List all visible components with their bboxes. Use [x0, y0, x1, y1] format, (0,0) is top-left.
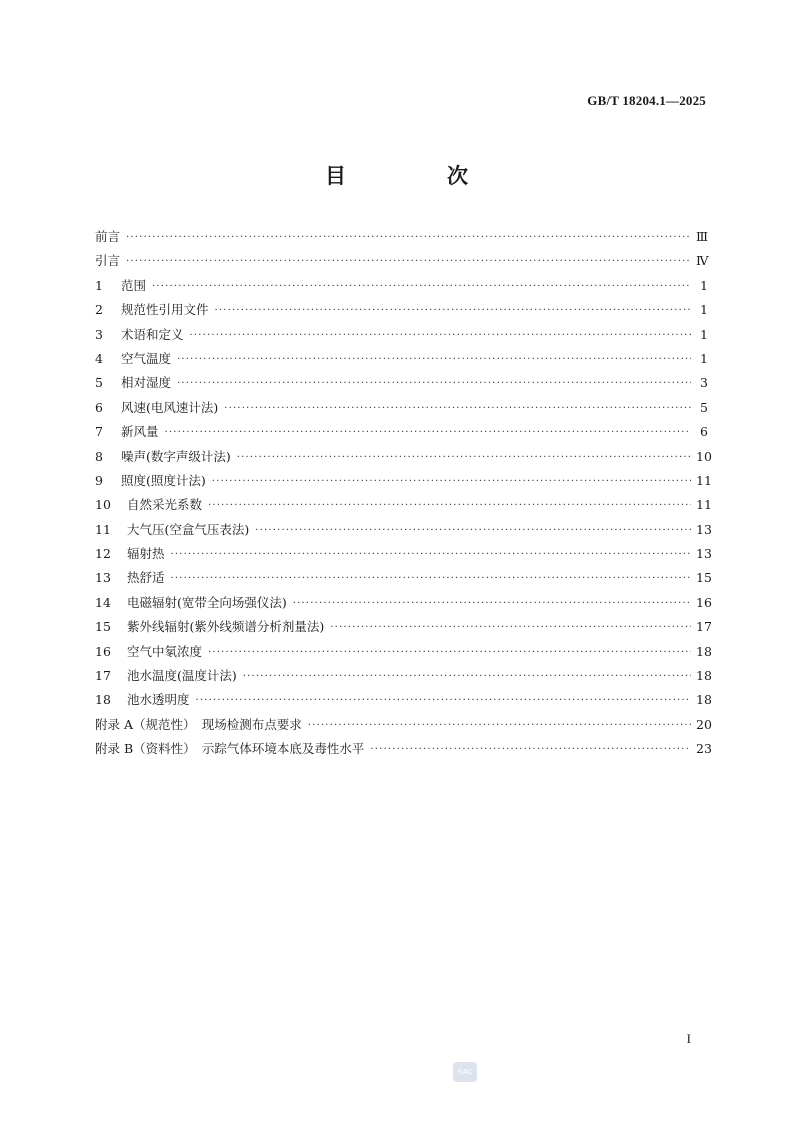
toc-dot-leader [330, 622, 691, 633]
toc-dot-leader [255, 525, 691, 536]
toc-entry-number: 3 [95, 326, 103, 342]
toc-entry[interactable] [95, 593, 712, 617]
toc-entry-number: 17 [95, 668, 111, 684]
toc-entry-label: 辐射热 [127, 546, 165, 562]
toc-entry-page: 1 [700, 350, 708, 366]
toc-dot-leader [152, 281, 691, 292]
toc-dot-leader [237, 452, 691, 463]
toc-entry[interactable] [95, 276, 708, 300]
toc-entry[interactable] [95, 690, 712, 714]
toc-entry-label: 池水透明度 [127, 692, 190, 708]
toc-entry-label: 附录 A（规范性） 现场检测布点要求 [95, 716, 302, 732]
toc-dot-leader [224, 403, 691, 414]
toc-entry-page: 6 [700, 424, 708, 440]
toc-entry[interactable] [95, 666, 712, 690]
toc-entry-label: 规范性引用文件 [121, 302, 209, 318]
toc-entry-number: 5 [95, 375, 103, 391]
toc-entry-page: 3 [700, 375, 708, 391]
toc-dot-leader [190, 330, 691, 341]
toc-entry-label: 照度(照度计法) [121, 472, 206, 488]
toc-dot-leader [370, 744, 691, 755]
toc-entry-label: 大气压(空盒气压表法) [127, 521, 250, 537]
page-title: 目 次 [325, 164, 508, 188]
toc-entry-number: 18 [95, 692, 111, 708]
toc-entry-label: 风速(电风速计法) [121, 399, 219, 415]
toc-dot-leader [171, 573, 691, 584]
toc-entry-page: Ⅲ [696, 229, 709, 244]
toc-entry-number: 13 [95, 570, 111, 586]
page-number: I [686, 1031, 691, 1046]
toc-entry[interactable] [95, 349, 708, 373]
sac-logo: SAC [453, 1062, 477, 1082]
toc-entry[interactable] [95, 495, 712, 519]
toc-entry[interactable] [95, 447, 712, 471]
toc-entry-label: 术语和定义 [121, 326, 184, 342]
toc-entry-label: 相对湿度 [121, 375, 172, 391]
toc-dot-leader [165, 427, 691, 438]
toc-entry[interactable] [95, 251, 708, 275]
toc-entry-page: 1 [700, 302, 708, 318]
toc-entry-number: 7 [95, 424, 103, 440]
toc-entry-number: 11 [95, 521, 111, 537]
toc-dot-leader [171, 549, 691, 560]
toc-dot-leader [212, 476, 691, 487]
toc-entry[interactable] [95, 715, 712, 739]
toc-entry-label: 紫外线辐射(紫外线频谱分析剂量法) [127, 619, 325, 635]
toc-dot-leader [177, 354, 691, 365]
toc-dot-leader [308, 720, 691, 731]
toc-dot-leader [126, 256, 691, 267]
toc-entry-number: 10 [95, 497, 111, 513]
toc-entry-label: 前言 [95, 229, 121, 244]
toc-entry[interactable] [95, 739, 712, 763]
toc-entry[interactable] [95, 325, 708, 349]
toc-entry[interactable] [95, 398, 708, 422]
toc-entry-page: 18 [696, 668, 712, 684]
toc-dot-leader [177, 378, 691, 389]
toc-entry[interactable] [95, 568, 712, 592]
toc-entry-label: 噪声(数字声级计法) [121, 448, 231, 464]
toc-entry-label: 范围 [121, 277, 147, 293]
toc-entry-page: 13 [696, 546, 712, 562]
toc-entry[interactable] [95, 373, 708, 397]
toc-dot-leader [293, 598, 691, 609]
toc-entry[interactable] [95, 544, 712, 568]
toc-entry-number: 4 [95, 350, 103, 366]
toc-entry-label: 空气温度 [121, 350, 172, 366]
toc-dot-leader [196, 695, 691, 706]
toc-dot-leader [126, 232, 691, 243]
toc-entry-number: 14 [95, 594, 111, 610]
toc-entry[interactable] [95, 617, 712, 641]
toc-entry-page: 11 [696, 472, 712, 488]
toc-entry-page: 18 [696, 643, 712, 659]
toc-dot-leader [208, 500, 691, 511]
toc-entry-page: 18 [696, 692, 712, 708]
toc-entry-number: 15 [95, 619, 111, 635]
toc-entry-number: 8 [95, 448, 103, 464]
toc-entry-page: 1 [700, 326, 708, 342]
toc-entry[interactable] [95, 642, 712, 666]
toc-entry-page: 13 [696, 521, 712, 537]
toc-dot-leader [215, 305, 691, 316]
toc-entry-number: 9 [95, 472, 103, 488]
toc-entry-page: 17 [696, 619, 712, 635]
toc-entry-number: 2 [95, 302, 103, 318]
toc-entry-page: 20 [696, 716, 712, 732]
toc-entry-page: 11 [696, 497, 712, 513]
table-of-contents [95, 227, 712, 764]
toc-entry-number: 6 [95, 399, 103, 415]
toc-entry-page: 5 [700, 399, 708, 415]
toc-entry-page: 15 [696, 570, 712, 586]
toc-entry-number: 16 [95, 643, 111, 659]
toc-entry-page: Ⅳ [696, 253, 709, 269]
toc-entry-label: 热舒适 [127, 570, 165, 586]
toc-entry-label: 引言 [95, 253, 121, 269]
toc-entry[interactable] [95, 227, 708, 251]
toc-entry-page: 16 [696, 594, 712, 610]
toc-entry-number: 12 [95, 546, 111, 562]
toc-entry-page: 10 [696, 448, 712, 464]
toc-entry-label: 新风量 [121, 424, 159, 440]
standard-code: GB/T 18204.1—2025 [587, 93, 706, 108]
toc-entry[interactable] [95, 471, 712, 495]
toc-dot-leader [243, 671, 691, 682]
toc-entry-page: 1 [700, 277, 708, 293]
toc-entry[interactable] [95, 520, 712, 544]
toc-entry-page: 23 [696, 741, 712, 757]
toc-entry-label: 池水温度(温度计法) [127, 668, 237, 684]
toc-entry-number: 1 [95, 277, 103, 293]
toc-entry[interactable] [95, 300, 708, 324]
toc-entry[interactable] [95, 422, 708, 446]
toc-entry-label: 自然采光系数 [127, 497, 203, 513]
toc-entry-label: 电磁辐射(宽带全向场强仪法) [127, 594, 287, 610]
toc-dot-leader [208, 647, 691, 658]
toc-entry-label: 附录 B（资料性） 示踪气体环境本底及毒性水平 [95, 741, 365, 757]
toc-entry-label: 空气中氡浓度 [127, 643, 203, 659]
